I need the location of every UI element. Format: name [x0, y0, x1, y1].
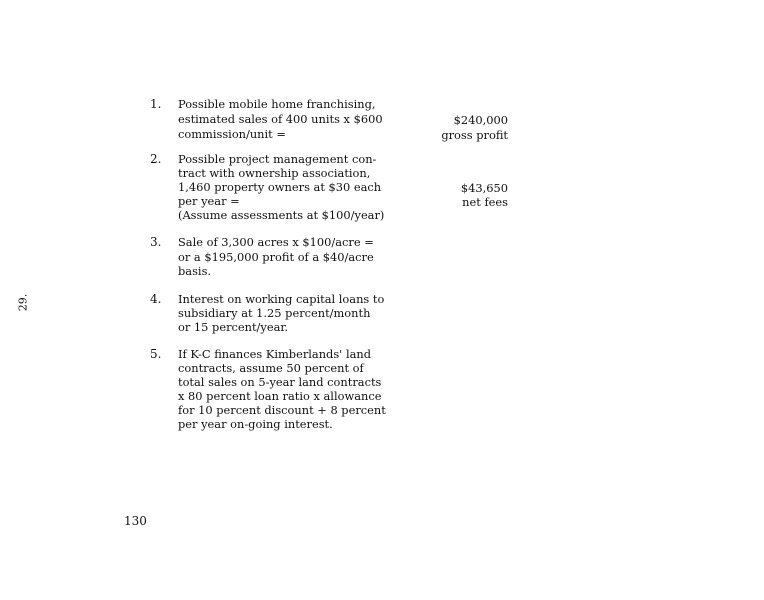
item-text-line: or 15 percent/year. — [178, 320, 289, 334]
item-text-line: commission/unit = — [178, 127, 286, 141]
item-text-line: tract with ownership association, — [178, 166, 371, 180]
item-number: 2. — [150, 152, 162, 166]
item-number: 1. — [150, 97, 162, 111]
item-text-line: Possible project management con- — [178, 152, 377, 166]
item-text-line: Possible mobile home franchising, — [178, 97, 376, 111]
item-amount: $43,650 — [460, 181, 508, 195]
item-text-line: Interest on working capital loans to — [178, 292, 385, 306]
item-text-line: contracts, assume 50 percent of — [178, 361, 364, 375]
item-number: 3. — [150, 235, 162, 249]
item-text-line: If K-C finances Kimberlands' land — [178, 347, 372, 361]
item-text-line: for 10 percent discount + 8 percent — [178, 403, 386, 417]
item-text-line: total sales on 5-year land contracts — [178, 375, 382, 389]
item-text-line: Sale of 3,300 acres x $100/acre = — [178, 235, 374, 249]
item-text-line: per year = — [178, 194, 240, 208]
item-text-line: x 80 percent loan ratio x allowance — [178, 389, 382, 403]
item-text-line: estimated sales of 400 units x $600 — [178, 112, 383, 126]
item-text-line: (Assume assessments at $100/year) — [178, 208, 385, 222]
item-text-line: or a $195,000 profit of a $40/acre — [178, 250, 374, 264]
item-text-line: 1,460 property owners at $30 each — [178, 180, 382, 194]
margin-page-number: 29. — [16, 293, 30, 312]
item-number: 5. — [150, 347, 162, 361]
item-amount-label: net fees — [462, 195, 508, 209]
item-amount: $240,000 — [453, 113, 508, 127]
page-number: 130 — [124, 514, 147, 528]
item-amount-label: gross profit — [441, 128, 508, 142]
item-text-line: basis. — [178, 264, 212, 278]
item-number: 4. — [150, 292, 162, 306]
item-text-line: subsidiary at 1.25 percent/month — [178, 306, 371, 320]
item-text-line: per year on-going interest. — [178, 417, 333, 431]
